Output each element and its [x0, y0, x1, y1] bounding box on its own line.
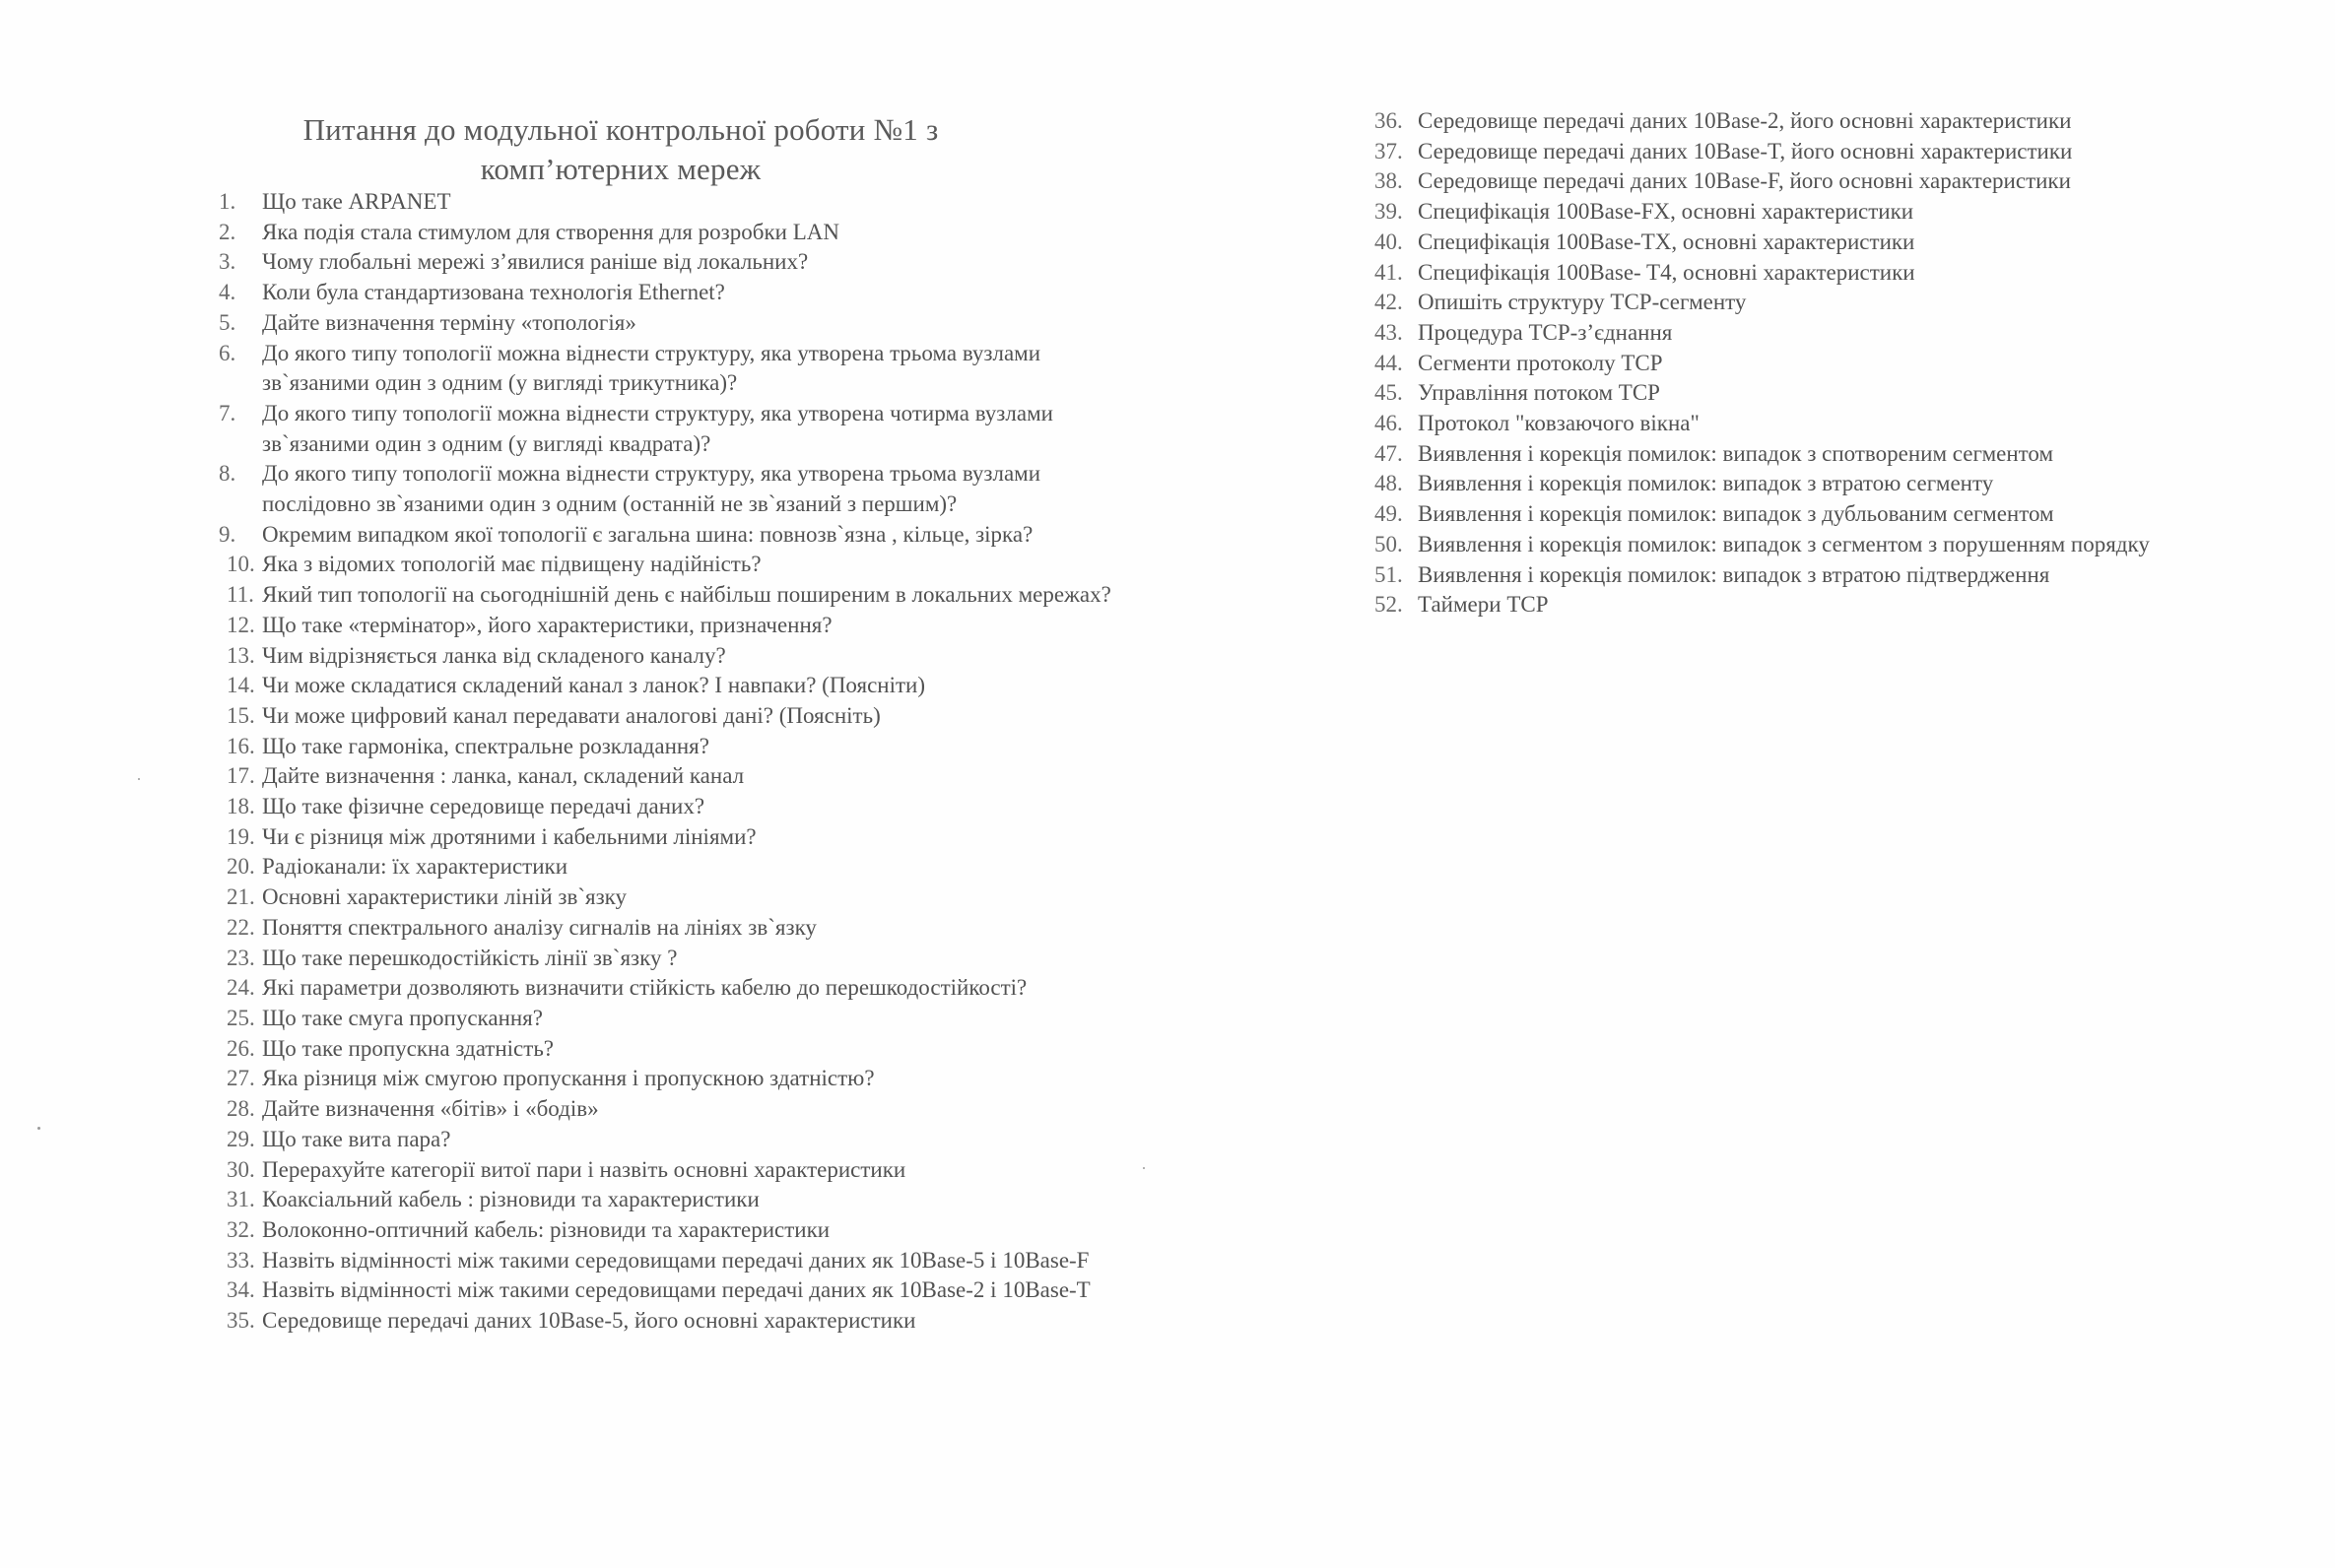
question-number: 37. [1374, 138, 1403, 163]
question-text: Що таке пропускна здатність? [262, 1035, 555, 1061]
question-item [219, 611, 1125, 641]
question-item [219, 459, 1125, 519]
question-text: Коаксіальний кабель : різновиди та характеристики [262, 1187, 760, 1212]
question-item [219, 308, 1125, 339]
question-item [1374, 288, 2241, 318]
question-item [1374, 166, 2241, 197]
question-number: 10. [227, 552, 255, 577]
question-item [219, 1155, 1125, 1186]
question-number: 8. [219, 461, 236, 487]
question-number: 44. [1374, 350, 1403, 375]
scan-speck [138, 778, 140, 780]
question-text: Радіоканали: їх характеристики [262, 854, 568, 880]
question-text: Таймери TCP [1418, 592, 1549, 618]
question-number: 28. [227, 1096, 255, 1122]
question-number: 4. [219, 280, 236, 305]
question-text: Середовище передачі даних 10Base-T, його основні характеристики [1418, 138, 2073, 163]
question-number: 3. [219, 249, 236, 275]
question-text: Виявлення і корекція помилок: випадок з дубльованим сегментом [1418, 501, 2054, 527]
question-number: 48. [1374, 471, 1403, 496]
question-text: Процедура TCP-з’єднання [1418, 319, 1673, 345]
question-text: Що таке смуга пропускання? [262, 1005, 543, 1030]
question-item [219, 1034, 1125, 1065]
question-number: 7. [219, 400, 236, 425]
question-text: Опишіть структуру TCP-сегменту [1418, 290, 1747, 315]
question-item [219, 520, 1125, 551]
question-number: 39. [1374, 199, 1403, 225]
question-item [219, 218, 1125, 248]
scan-speck [1143, 1167, 1145, 1169]
question-number: 12. [227, 612, 255, 637]
question-text: Дайте визначення «бітів» і «бодів» [262, 1096, 599, 1122]
question-item [1374, 530, 2241, 560]
title-line-1: Питання до модульної контрольної роботи №1 з [302, 112, 939, 147]
question-text: Яка з відомих топологій має підвищену надійність? [262, 552, 762, 577]
question-text: Що таке вита пара? [262, 1126, 451, 1151]
question-number: 11. [227, 582, 254, 608]
question-number: 52. [1374, 592, 1403, 618]
question-item [219, 944, 1125, 974]
question-number: 43. [1374, 319, 1403, 345]
question-item [219, 580, 1125, 611]
page-title [286, 110, 956, 189]
question-number: 30. [227, 1156, 255, 1182]
question-text: Що таке фізичне середовище передачі даних? [262, 794, 705, 819]
question-item [219, 852, 1125, 882]
question-text: Виявлення і корекція помилок: випадок з втратою підтвердження [1418, 561, 2050, 587]
question-text: Специфікація 100Base- T4, основні характеристики [1418, 259, 1915, 285]
questions-list-right [1374, 106, 2241, 621]
question-item [219, 792, 1125, 822]
question-number: 9. [219, 521, 236, 547]
question-item [219, 671, 1125, 701]
question-item [219, 1246, 1125, 1276]
question-number: 34. [227, 1277, 255, 1303]
question-text: Перерахуйте категорії витої пари і назвіть основні характеристики [262, 1156, 906, 1182]
question-text: Сегменти протоколу TCP [1418, 350, 1663, 375]
question-text: Виявлення і корекція помилок: випадок з сегментом з порушенням порядку [1418, 531, 2150, 556]
question-number: 45. [1374, 380, 1403, 406]
question-item [219, 973, 1125, 1004]
question-item [219, 882, 1125, 913]
question-number: 18. [227, 794, 255, 819]
question-item [1374, 469, 2241, 499]
question-text: Чи може цифровий канал передавати аналогові дані? (Поясніть) [262, 702, 881, 728]
question-text: Чи є різниця між дротяними і кабельними лініями? [262, 823, 757, 849]
title-line-2: комп’ютерних мереж [480, 152, 762, 186]
question-text: Середовище передачі даних 10Base-2, його основні характеристики [1418, 108, 2072, 133]
question-item [219, 1275, 1125, 1306]
question-text: Протокол "ковзаючого вікна" [1418, 411, 1700, 436]
question-item [1374, 258, 2241, 289]
question-text: Чим відрізняється ланка від складеного каналу? [262, 642, 726, 668]
question-text: Дайте визначення : ланка, канал, складений канал [262, 763, 745, 789]
question-text: Управління потоком TCP [1418, 380, 1660, 406]
question-number: 15. [227, 702, 255, 728]
question-item [1374, 137, 2241, 167]
question-text: До якого типу топології можна віднести структуру, яка утворена трьома вузлами послідовно зв`язаними один з одним (останній не зв`язаний з першим)? [262, 461, 1041, 517]
question-item [219, 1215, 1125, 1246]
question-item [1374, 590, 2241, 621]
question-item [1374, 228, 2241, 258]
question-text: Коли була стандартизована технологія Ethernet? [262, 280, 725, 305]
question-item [219, 761, 1125, 792]
question-item [219, 732, 1125, 762]
question-number: 26. [227, 1035, 255, 1061]
question-text: Середовище передачі даних 10Base-5, його основні характеристики [262, 1308, 916, 1334]
question-number: 25. [227, 1005, 255, 1030]
question-text: Яка різниця між смугою пропускання і пропускною здатністю? [262, 1066, 875, 1091]
question-item [1374, 378, 2241, 409]
question-number: 14. [227, 673, 255, 698]
question-number: 47. [1374, 440, 1403, 466]
question-number: 27. [227, 1066, 255, 1091]
question-text: Середовище передачі даних 10Base-F, його основні характеристики [1418, 168, 2071, 194]
question-item [219, 187, 1125, 218]
question-text: Що таке «термінатор», його характеристики, призначення? [262, 612, 833, 637]
question-number: 24. [227, 975, 255, 1001]
question-item [219, 701, 1125, 732]
question-number: 31. [227, 1187, 255, 1212]
question-number: 13. [227, 642, 255, 668]
question-item [219, 1094, 1125, 1125]
question-text: Специфікація 100Base-TX, основні характеристики [1418, 229, 1915, 254]
question-text: Окремим випадком якої топології є загальна шина: повнозв`язна , кільце, зірка? [262, 521, 1034, 547]
question-text: Виявлення і корекція помилок: випадок з втратою сегменту [1418, 471, 1994, 496]
question-number: 29. [227, 1126, 255, 1151]
question-text: До якого типу топології можна віднести структуру, яка утворена чотирма вузлами зв`язаними один з одним (у вигляді квадрата)? [262, 400, 1053, 456]
question-number: 50. [1374, 531, 1403, 556]
question-number: 22. [227, 914, 255, 940]
question-text: До якого типу топології можна віднести структуру, яка утворена трьома вузлами зв`язаними один з одним (у вигляді трикутника)? [262, 340, 1041, 396]
question-item [219, 1064, 1125, 1094]
question-number: 36. [1374, 108, 1403, 133]
question-number: 41. [1374, 259, 1403, 285]
question-text: Що таке ARPANET [262, 189, 451, 214]
question-number: 42. [1374, 290, 1403, 315]
question-item [219, 399, 1125, 459]
question-number: 32. [227, 1216, 255, 1242]
question-text: Назвіть відмінності між такими середовищами передачі даних як 10Base-2 і 10Base-T [262, 1277, 1091, 1303]
question-item [1374, 439, 2241, 470]
question-number: 40. [1374, 229, 1403, 254]
question-number: 21. [227, 884, 255, 910]
question-item [1374, 197, 2241, 228]
question-number: 6. [219, 340, 236, 365]
question-item [219, 278, 1125, 308]
question-item [1374, 106, 2241, 137]
question-item [219, 1306, 1125, 1337]
question-item [219, 641, 1125, 672]
question-item [219, 1185, 1125, 1215]
question-number: 35. [227, 1308, 255, 1334]
question-item [219, 913, 1125, 944]
question-text: Що таке перешкодостійкість лінії зв`язку ? [262, 945, 678, 970]
question-number: 46. [1374, 411, 1403, 436]
question-text: Поняття спектрального аналізу сигналів на лініях зв`язку [262, 914, 817, 940]
question-number: 5. [219, 309, 236, 335]
question-item [219, 1004, 1125, 1034]
question-text: Специфікація 100Base-FX, основні характеристики [1418, 199, 1914, 225]
question-item [1374, 560, 2241, 591]
question-item [219, 339, 1125, 399]
question-item [219, 550, 1125, 580]
question-number: 23. [227, 945, 255, 970]
question-text: Волоконно-оптичний кабель: різновиди та характеристики [262, 1216, 831, 1242]
question-number: 20. [227, 854, 255, 880]
question-number: 33. [227, 1247, 255, 1273]
question-item [219, 247, 1125, 278]
question-number: 16. [227, 733, 255, 758]
question-text: Основні характеристики ліній зв`язку [262, 884, 628, 910]
question-text: Чи може складатися складений канал з ланок? І навпаки? (Поясніти) [262, 673, 925, 698]
question-item [219, 1125, 1125, 1155]
question-number: 49. [1374, 501, 1403, 527]
question-number: 19. [227, 823, 255, 849]
question-text: Дайте визначення терміну «топологія» [262, 309, 636, 335]
question-number: 2. [219, 219, 236, 244]
question-item [1374, 349, 2241, 379]
question-item [219, 822, 1125, 853]
question-text: Чому глобальні мережі з’явилися раніше від локальних? [262, 249, 809, 275]
question-number: 17. [227, 763, 255, 789]
question-number: 1. [219, 189, 236, 214]
question-number: 51. [1374, 561, 1403, 587]
question-text: Які параметри дозволяють визначити стійкість кабелю до перешкодостійкості? [262, 975, 1028, 1001]
scan-speck [37, 1127, 40, 1130]
question-number: 38. [1374, 168, 1403, 194]
question-text: Яка подія стала стимулом для створення для розробки LAN [262, 219, 839, 244]
question-text: Що таке гармоніка, спектральне розкладання? [262, 733, 709, 758]
question-text: Назвіть відмінності між такими середовищами передачі даних як 10Base-5 і 10Base-F [262, 1247, 1090, 1273]
question-item [1374, 499, 2241, 530]
questions-list-left [219, 187, 1125, 1337]
question-text: Виявлення і корекція помилок: випадок з спотвореним сегментом [1418, 440, 2054, 466]
question-item [1374, 318, 2241, 349]
question-item [1374, 409, 2241, 439]
question-text: Який тип топології на сьогоднішній день є найбільш поширеним в локальних мережах? [262, 582, 1111, 608]
